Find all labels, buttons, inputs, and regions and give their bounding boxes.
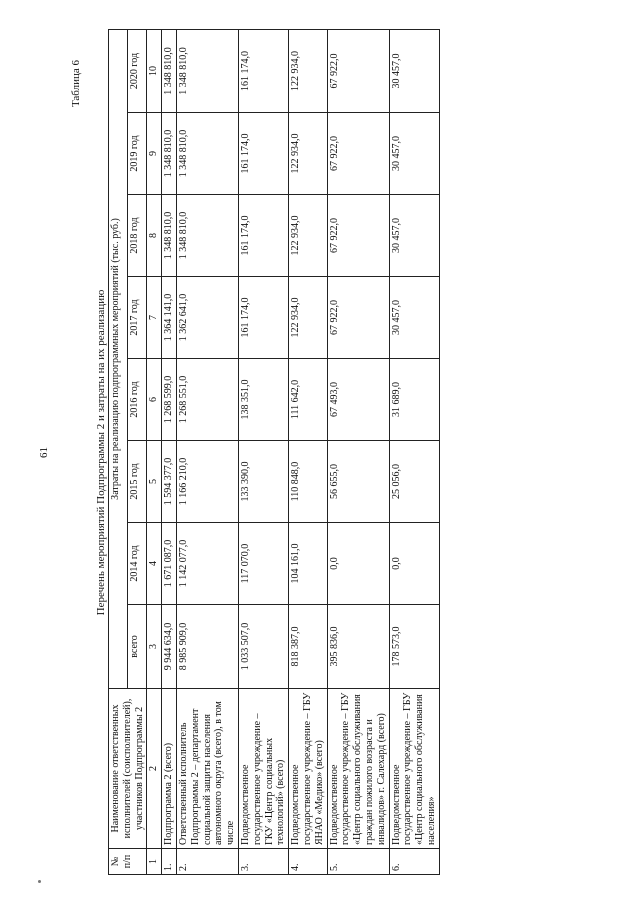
value-2020: 30 457,0: [389, 29, 439, 112]
header-year: 2018 год: [128, 195, 147, 277]
header-no: № п/п: [109, 849, 147, 875]
header-row-top: [109, 29, 128, 874]
value-2014: 117 070,0: [238, 523, 288, 605]
value-2014: 0,0: [327, 523, 389, 605]
header-year: 2019 год: [128, 113, 147, 195]
value-2015: 1 594 377,0: [162, 441, 177, 523]
value-2016: 67 493,0: [327, 359, 389, 441]
value-2016: 111 642,0: [289, 359, 327, 441]
column-number: 9: [147, 113, 162, 195]
value-2014: 1 671 087,0: [162, 523, 177, 605]
header-year: 2015 год: [128, 441, 147, 523]
value-2020: 1 348 810,0: [176, 29, 238, 112]
row-number: 1.: [162, 849, 177, 875]
header-name: Наименование ответственных исполнителей (соисполнителей), участников Подпрограммы 2: [109, 689, 147, 849]
row-name: Подведомственное государственное учреждение – ГБУ «Центр социального обслуживания населения»: [389, 689, 439, 849]
row-number: 3.: [238, 849, 288, 875]
value-2017: 161 174,0: [238, 277, 288, 359]
table-caption: Перечень мероприятий Подпрограммы 2 и затраты на их реализацию: [95, 289, 107, 616]
scan-speck: [38, 880, 41, 883]
column-number: 1: [147, 849, 162, 875]
value-2017: 30 457,0: [389, 277, 439, 359]
column-number: 8: [147, 195, 162, 277]
header-year: 2014 год: [128, 523, 147, 605]
value-2019: 30 457,0: [389, 113, 439, 195]
value-2014: 104 161,0: [289, 523, 327, 605]
value-2016: 1 268 599,0: [162, 359, 177, 441]
costs-table: [108, 29, 440, 875]
value-2018: 122 934,0: [289, 195, 327, 277]
header-costs: Затраты на реализацию подпрограммных мероприятий (тыс. руб.): [109, 29, 128, 688]
value-total: 8 985 909,0: [176, 605, 238, 689]
value-2019: 1 348 810,0: [162, 113, 177, 195]
value-2019: 1 348 810,0: [176, 113, 238, 195]
value-2016: 31 689,0: [389, 359, 439, 441]
column-number-row: [147, 29, 162, 874]
value-total: 818 387,0: [289, 605, 327, 689]
value-2018: 30 457,0: [389, 195, 439, 277]
column-number: 2: [147, 689, 162, 849]
column-number: 3: [147, 605, 162, 689]
value-2016: 1 268 551,0: [176, 359, 238, 441]
value-2019: 67 922,0: [327, 113, 389, 195]
value-2020: 161 174,0: [238, 29, 288, 112]
row-name: Подведомственное государственное учреждение – ГБУ ЯНАО «Медико» (всего): [289, 689, 327, 849]
value-2020: 67 922,0: [327, 29, 389, 112]
header-total: всего: [128, 605, 147, 689]
column-number: 7: [147, 277, 162, 359]
row-number: 2.: [176, 849, 238, 875]
value-2015: 25 056,0: [389, 441, 439, 523]
table-row: [238, 29, 288, 874]
value-2019: 161 174,0: [238, 113, 288, 195]
column-number: 5: [147, 441, 162, 523]
table-row: [327, 29, 389, 874]
row-name: Ответственный исполнитель Подпрограммы 2 – департамент социальной защиты населения автономного округа (всего), в том числе: [176, 689, 238, 849]
value-2018: 1 348 810,0: [162, 195, 177, 277]
value-2014: 1 142 077,0: [176, 523, 238, 605]
value-total: 1 033 507,0: [238, 605, 288, 689]
value-2019: 122 934,0: [289, 113, 327, 195]
header-year: 2016 год: [128, 359, 147, 441]
value-total: 178 573,0: [389, 605, 439, 689]
value-2018: 67 922,0: [327, 195, 389, 277]
value-2020: 122 934,0: [289, 29, 327, 112]
header-year: 2020 год: [128, 29, 147, 112]
value-2017: 1 364 141,0: [162, 277, 177, 359]
value-2015: 1 166 210,0: [176, 441, 238, 523]
row-name: Подведомственное государственное учреждение – ГБУ «Центр социального обслуживания граждан пожилого возраста и инвалидов» г. Салехард (всего): [327, 689, 389, 849]
value-2017: 1 362 641,0: [176, 277, 238, 359]
value-total: 9 944 634,0: [162, 605, 177, 689]
row-number: 4.: [289, 849, 327, 875]
table-row: [389, 29, 439, 874]
table-row: [289, 29, 327, 874]
value-2015: 110 848,0: [289, 441, 327, 523]
page-number: 61: [38, 447, 50, 458]
value-2017: 122 934,0: [289, 277, 327, 359]
value-2017: 67 922,0: [327, 277, 389, 359]
row-name: Подпрограмма 2 (всего): [162, 689, 177, 849]
value-2015: 56 655,0: [327, 441, 389, 523]
header-year: 2017 год: [128, 277, 147, 359]
table-row: [176, 29, 238, 874]
value-total: 395 836,0: [327, 605, 389, 689]
table-label: Таблица 6: [70, 60, 82, 108]
value-2020: 1 348 810,0: [162, 29, 177, 112]
table-row: [162, 29, 177, 874]
row-number: 5.: [327, 849, 389, 875]
value-2015: 133 390,0: [238, 441, 288, 523]
column-number: 10: [147, 29, 162, 112]
row-number: 6.: [389, 849, 439, 875]
column-number: 6: [147, 359, 162, 441]
value-2014: 0,0: [389, 523, 439, 605]
value-2016: 138 351,0: [238, 359, 288, 441]
row-name: Подведомственное государственное учреждение – ГКУ «Центр социальных технологий» (всего): [238, 689, 288, 849]
value-2018: 161 174,0: [238, 195, 288, 277]
value-2018: 1 348 810,0: [176, 195, 238, 277]
column-number: 4: [147, 523, 162, 605]
